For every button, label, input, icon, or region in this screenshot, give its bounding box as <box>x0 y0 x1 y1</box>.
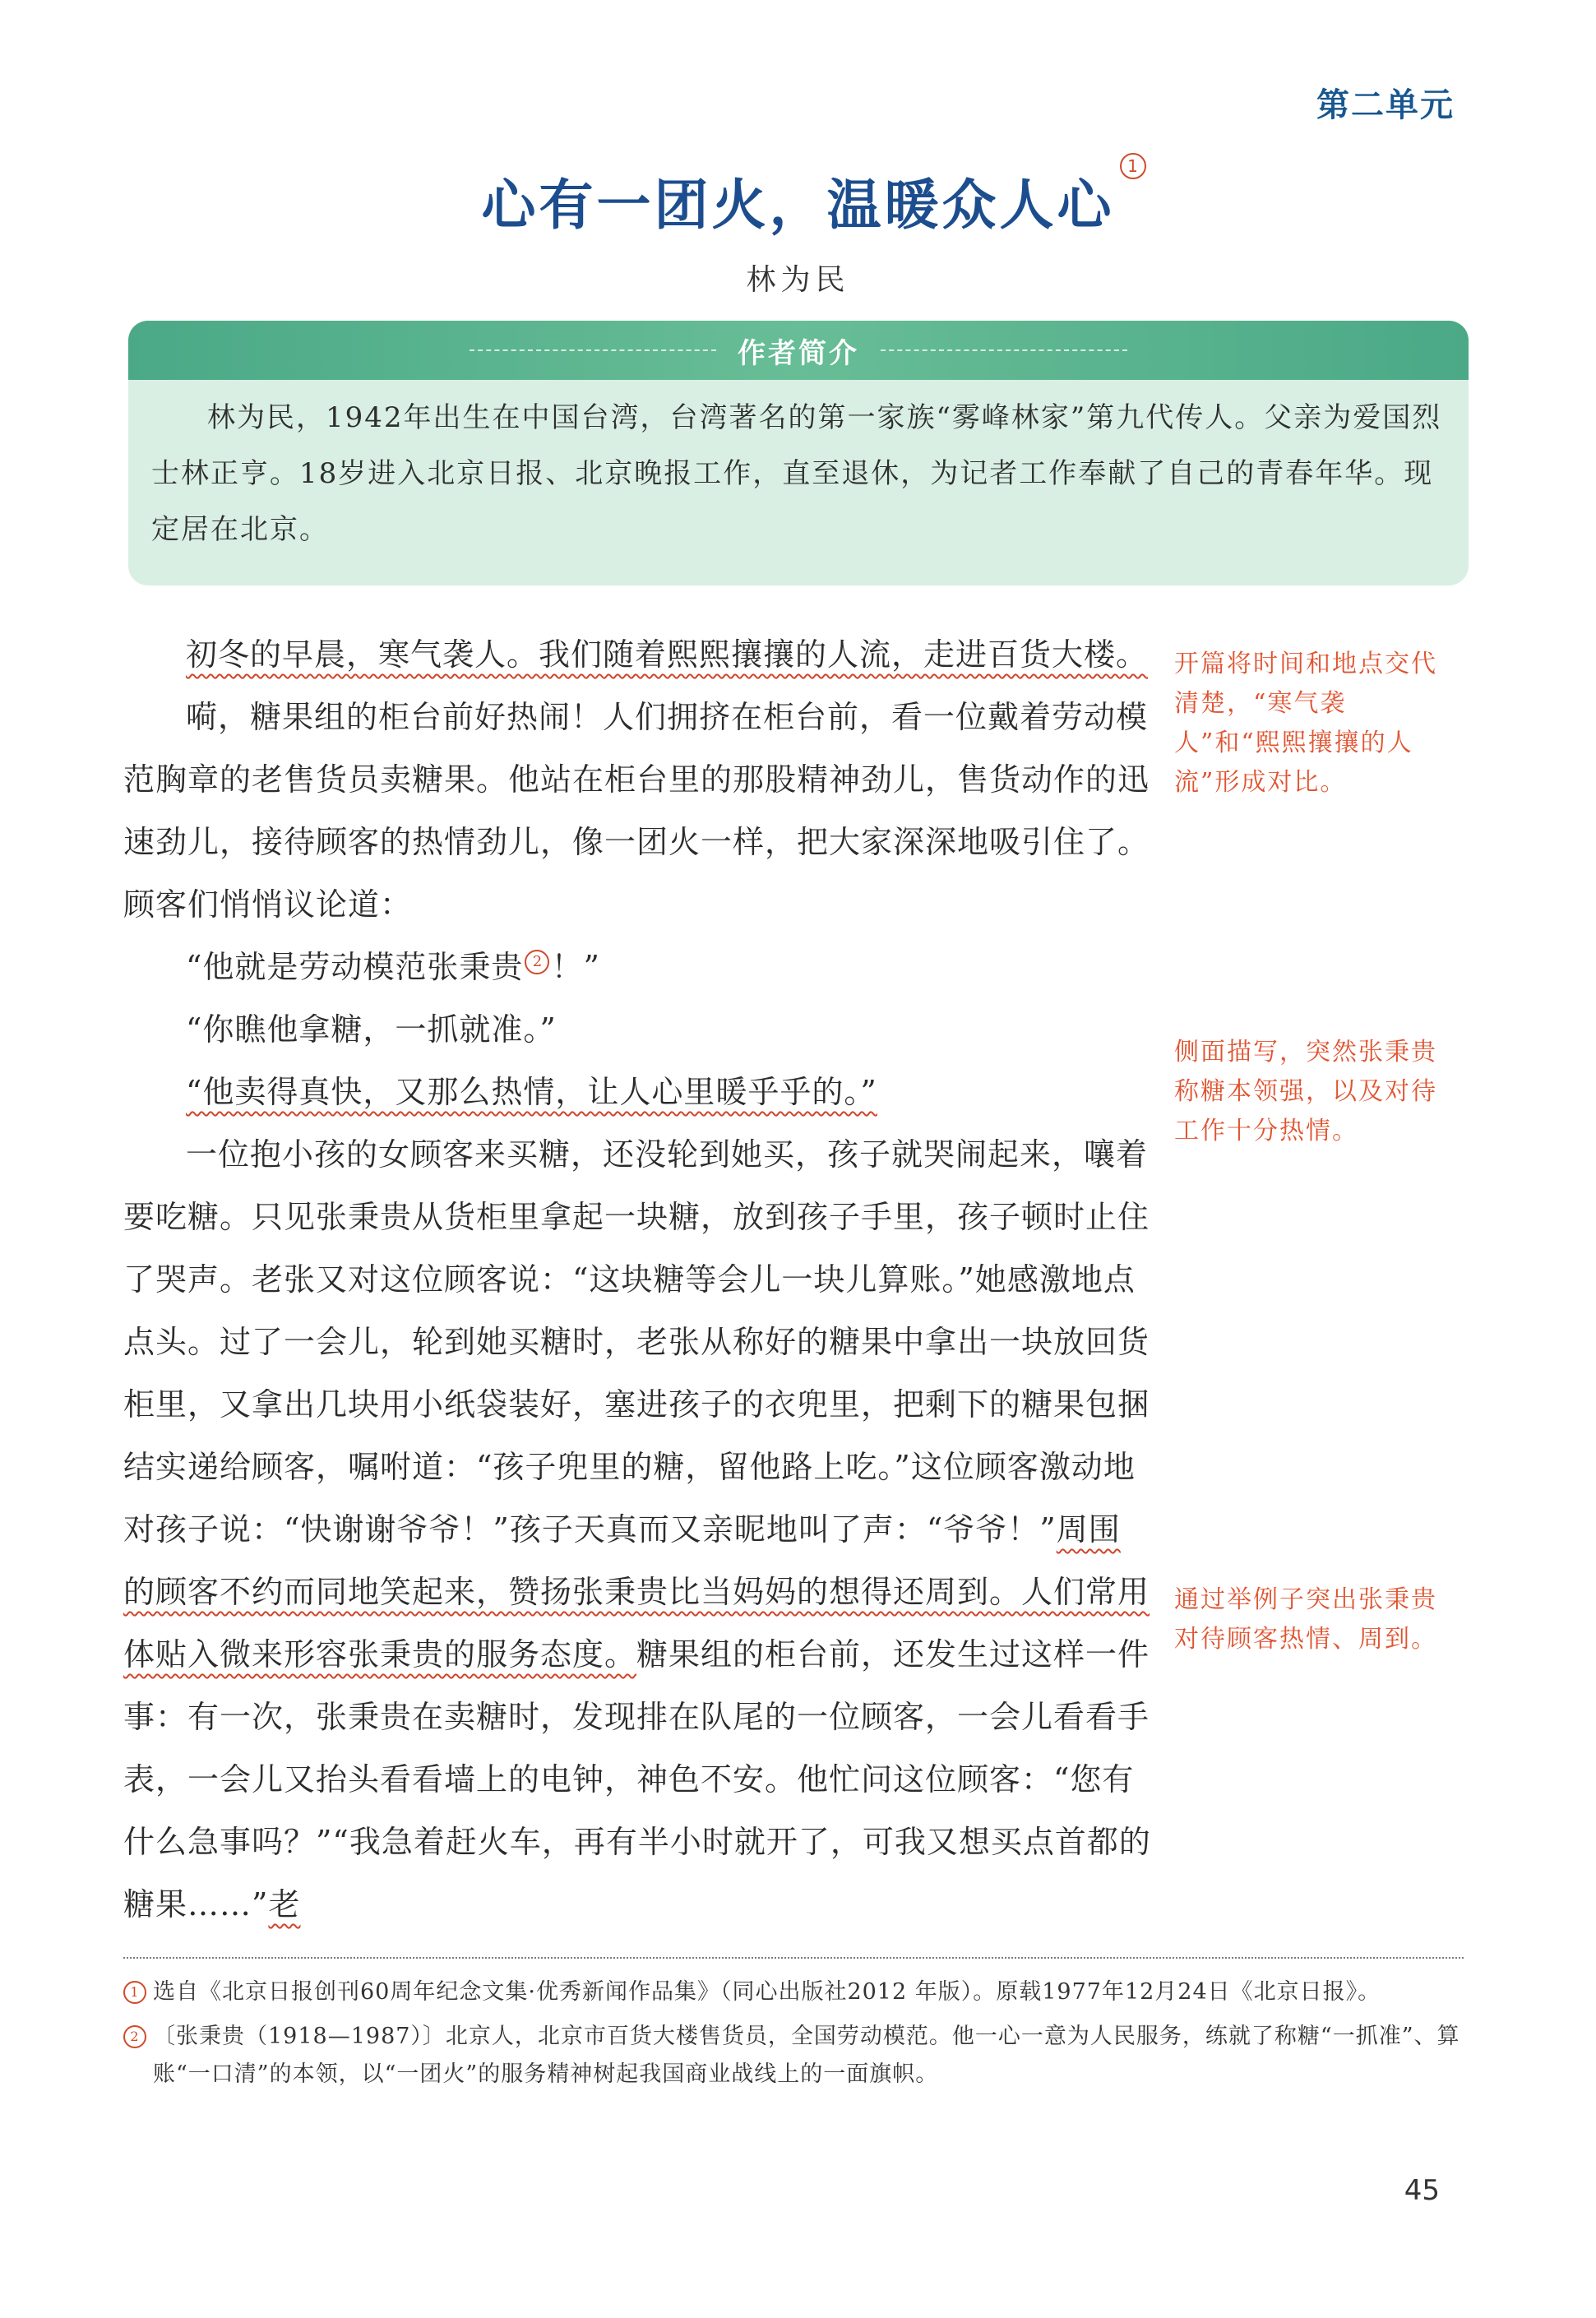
paragraph-2: 嗬，糖果组的柜台前好热闹！人们拥挤在柜台前，看一位戴着劳动模范胸章的老售货员卖糖果。他站在柜台里的那股精神劲儿，售货动作的迅速劲儿，接待顾客的热情劲儿，像一团火一样，把大家深深地吸引住了。顾客们悄悄议论道： <box>123 699 1150 923</box>
margin-note-2: 侧面描写，突然张秉贵称糖本领强，以及对待工作十分热情。 <box>1174 1038 1437 1145</box>
footnote-2-text: 〔张秉贵（1918—1987）〕北京人，北京市百货大楼售货员，全国劳动模范。他一心一意为人民服务，练就了称糖“一抓准”、算账“一口清”的本领，以“一团火”的服务精神树起我国商业战线上的一面旗帜。 <box>153 2024 1460 2087</box>
paragraph-5 <box>123 1061 1151 1123</box>
annotated-text-2: “他卖得真快，又那么热情，让人心里暖乎乎的。” <box>186 1074 877 1110</box>
header-rule-right <box>881 349 1127 351</box>
title-footnote-mark[interactable]: 1 <box>1120 153 1146 179</box>
quote-3-text: “他就是劳动模范张秉贵 <box>186 949 524 985</box>
footnote-1-text: 选自《北京日报创刊60周年纪念文集·优秀新闻作品集》（同心出版社2012 年版）。原载1977年12月24日《北京日报》。 <box>153 1979 1381 2005</box>
paragraph-3 <box>123 936 1151 998</box>
author-intro-text: 林为民，1942年出生在中国台湾，台湾著名的第一家族“雾峰林家”第九代传人。父亲为爱国烈士林正亨。18岁进入北京日报、北京晚报工作，直至退休，为记者工作奉献了自己的青春年华。现定居在北京。 <box>151 401 1442 546</box>
title-block <box>0 156 1596 239</box>
article-body <box>123 623 1151 1936</box>
header-rule-left <box>470 349 716 351</box>
footnote-1 <box>123 1973 1464 2011</box>
author-intro-header <box>128 321 1469 380</box>
footnote-1-mark: 1 <box>123 1981 146 2004</box>
paragraph-6 <box>123 1123 1151 1936</box>
margin-note-1: 开篇将时间和地点交代清楚，“寒气袭人”和“熙熙攘攘的人流”形成对比。 <box>1174 650 1437 797</box>
annotated-text-3: 周围的顾客不约而同地笑起来，赞扬张秉贵比当妈妈的想得还周到。人们常用体贴入微来形容张秉贵的服务态度。 <box>123 1511 1150 1673</box>
paragraph-4: “你瞧他拿糖，一抓就准。” <box>186 1011 557 1048</box>
paragraph-6-part-a: 一位抱小孩的女顾客来买糖，还没轮到她买，孩子就哭闹起来，嚷着要吃糖。只见张秉贵从货柜里拿起一块糖，放到孩子手里，孩子顿时止住了哭声。老张又对这位顾客说：“这块糖等会儿一块儿算账。”她感激地点点头。过了一会儿，轮到她买糖时，老张从称好的糖果中拿出一块放回货柜里，又拿出几块用小纸袋装好，塞进孩子的衣兜里，把剩下的糖果包捆结实递给顾客，嘱咐道：“孩子兜里的糖，留他路上吃。”这位顾客激动地对孩子说：“快谢谢爷爷！”孩子天真而又亲昵地叫了声：“爷爷！” <box>123 1136 1150 1548</box>
author-intro-box <box>128 321 1469 585</box>
page-title <box>481 156 1138 239</box>
footnote-2 <box>123 2018 1464 2094</box>
author-name: 林为民 <box>746 263 850 297</box>
author-intro-heading: 作者简介 <box>738 336 859 370</box>
footnote-2-mark: 2 <box>123 2025 146 2048</box>
page-number: 45 <box>1404 2174 1440 2207</box>
title-text: 心有一团火，温暖众人心 <box>481 174 1115 237</box>
margin-note-3: 通过举例子突出张秉贵对待顾客热情、周到。 <box>1174 1585 1437 1654</box>
annotated-text-4: 老 <box>268 1886 301 1922</box>
paragraph-6-part-c: 糖果组的柜台前，还发生过这样一件事：有一次，张秉贵在卖糖时，发现排在队尾的一位顾客，一会儿看看手表，一会儿又抬头看看墙上的电钟，神色不安。他忙问这位顾客：“您有什么急事吗？”“我急着赶火车，再有半小时就开了，可我又想买点首都的糖果……” <box>123 1636 1151 1922</box>
footnote-mark-2[interactable]: 2 <box>525 950 549 974</box>
footnotes <box>123 1973 1464 2100</box>
footnote-divider <box>123 1957 1464 1959</box>
unit-label: 第二单元 <box>1316 86 1455 124</box>
quote-3-end: ！” <box>551 949 600 985</box>
paragraph-1 <box>123 623 1151 686</box>
annotated-text-1: 初冬的早晨，寒气袭人。我们随着熙熙攘攘的人流，走进百货大楼。 <box>186 636 1149 673</box>
